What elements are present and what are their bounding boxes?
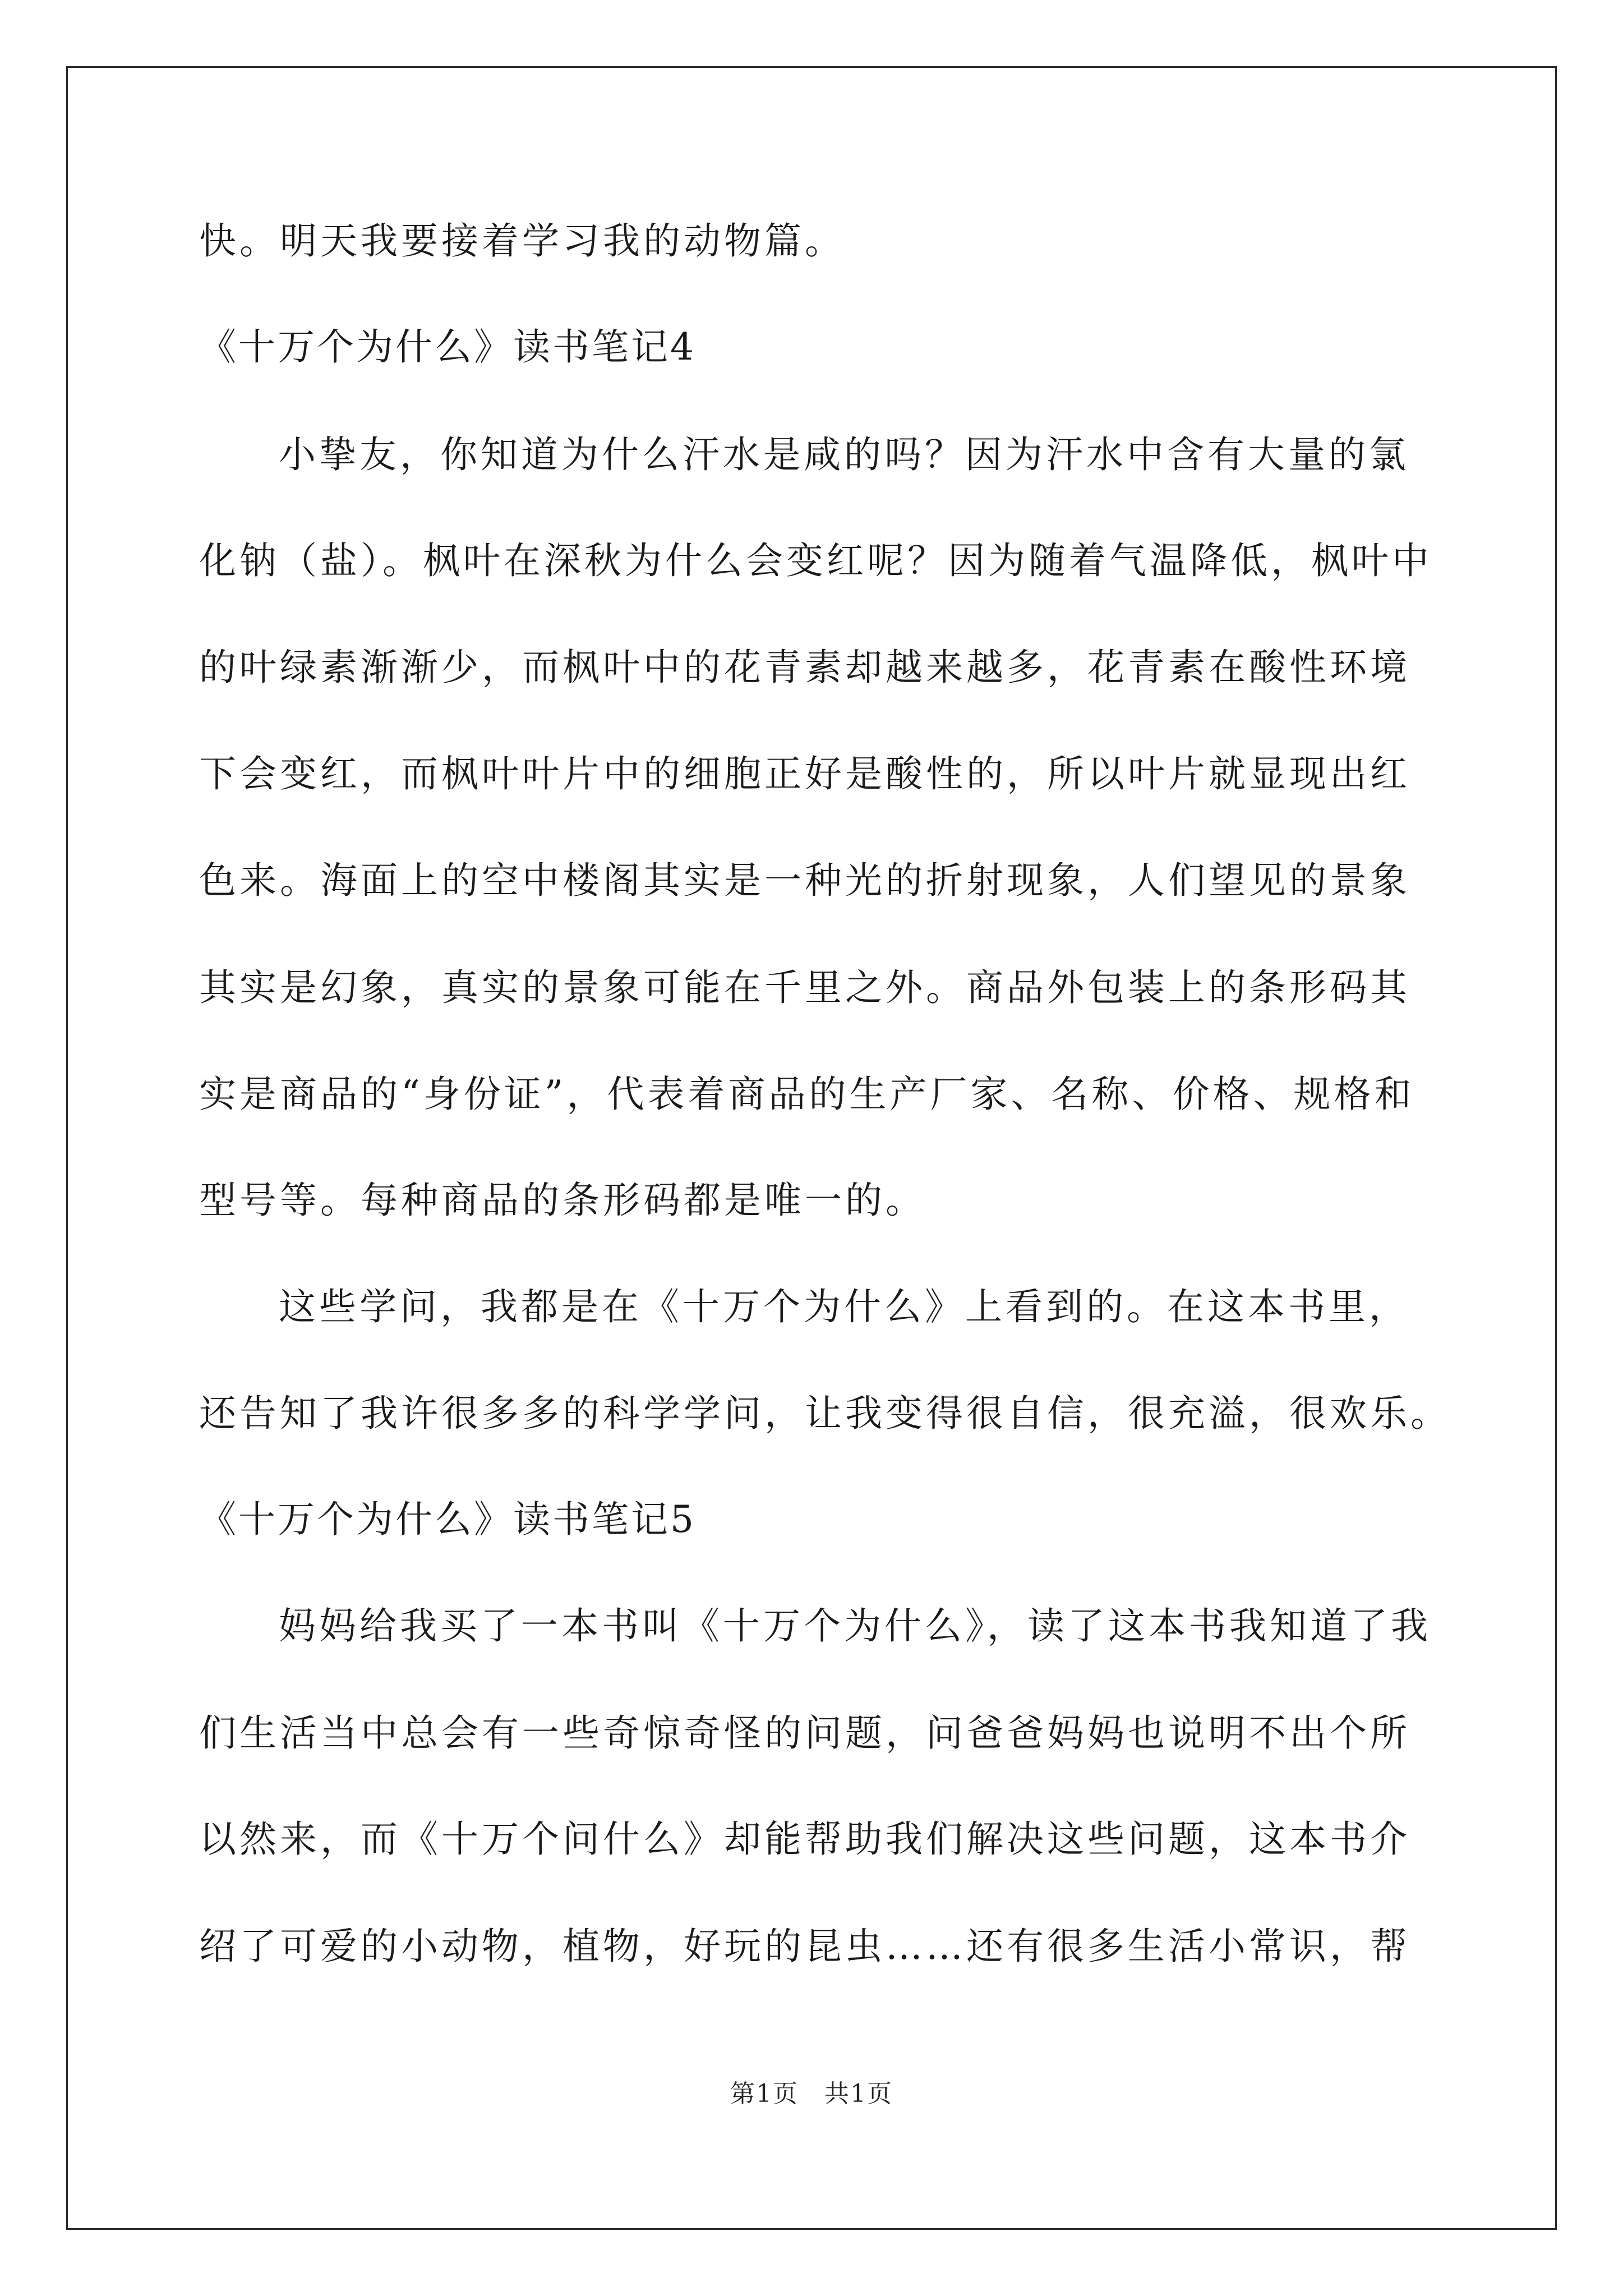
paragraph-line: 们生活当中总会有一些奇惊奇怪的问题，问爸爸妈妈也说明不出个所 [199, 1711, 1410, 1755]
paragraph-line: 色来。海面上的空中楼阁其实是一种光的折射现象，人们望见的景象 [199, 859, 1410, 902]
paragraph-line: 绍了可爱的小动物，植物，好玩的昆虫……还有很多生活小常识，帮 [199, 1925, 1410, 1968]
paragraph-line: 其实是幻象，真实的景象可能在千里之外。商品外包装上的条形码其 [199, 966, 1410, 1009]
paragraph-line: 这些学问，我都是在《十万个为什么》上看到的。在这本书里， [279, 1285, 1409, 1328]
paragraph-line: 妈妈给我买了一本书叫《十万个为什么》，读了这本书我知道了我 [279, 1604, 1431, 1648]
paragraph-line: 下会变红，而枫叶叶片中的细胞正好是酸性的，所以叶片就显现出红 [199, 752, 1410, 795]
paragraph-line: 的叶绿素渐渐少，而枫叶中的花青素却越来越多，花青素在酸性环境 [199, 646, 1410, 689]
paragraph-line: 还告知了我许很多多的科学学问，让我变得很自信，很充溢，很欢乐。 [199, 1392, 1451, 1435]
paragraph-line: 型号等。每种商品的条形码都是唯一的。 [199, 1179, 926, 1222]
paragraph-line: 小挚友，你知道为什么汗水是咸的吗？因为汗水中含有大量的氯 [279, 433, 1409, 476]
section-title: 《十万个为什么》读书笔记5 [199, 1498, 696, 1541]
paragraph-line: 以然来，而《十万个问什么》却能帮助我们解决这些问题，这本书介 [199, 1818, 1410, 1861]
paragraph-line: 实是商品的“身份证”，代表着商品的生产厂家、名称、价格、规格和 [199, 1073, 1415, 1116]
paragraph-line: 化钠（盐）。枫叶在深秋为什么会变红呢？因为随着气温降低，枫叶中 [199, 539, 1432, 582]
page-number-footer: 第1页 共1页 [730, 2079, 893, 2108]
page-border [66, 66, 1557, 2230]
section-title: 《十万个为什么》读书笔记4 [199, 325, 696, 369]
paragraph-line: 快。明天我要接着学习我的动物篇。 [199, 219, 845, 263]
